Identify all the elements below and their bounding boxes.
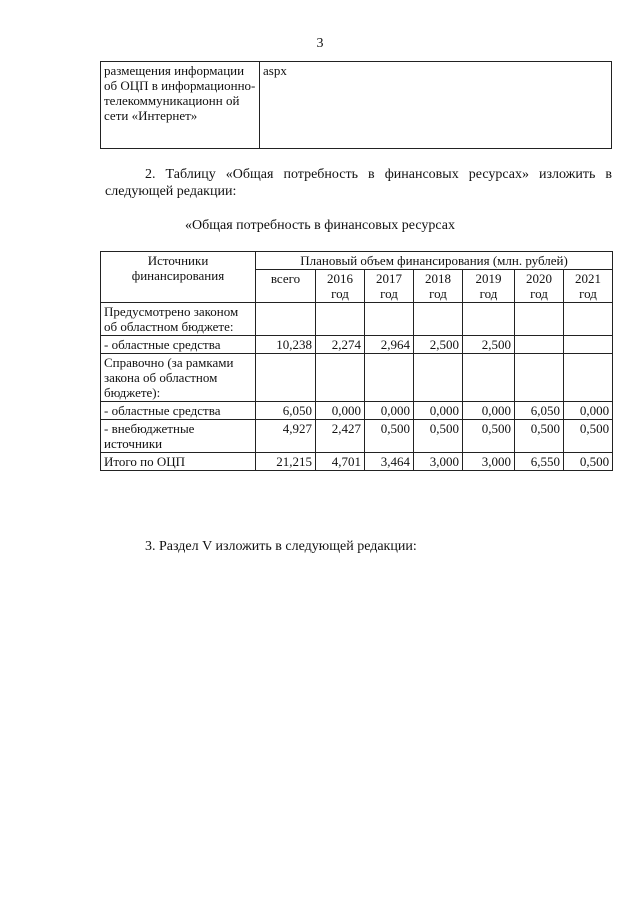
header-year: 2017 год (365, 270, 414, 303)
table-cell: 4,701 (316, 453, 365, 471)
table-cell (256, 303, 316, 336)
table-cell (414, 303, 463, 336)
table-row (101, 303, 613, 336)
table-cell (515, 336, 564, 354)
table-cell (414, 354, 463, 402)
table-cell: 0,500 (414, 420, 463, 453)
table-cell (564, 336, 613, 354)
row-label: Предусмотрено законом об областном бюджете: (101, 303, 256, 336)
table-cell (515, 354, 564, 402)
row-label: - областные средства (101, 336, 256, 354)
table-cell: 0,000 (564, 402, 613, 420)
header-plan: Плановый объем финансирования (млн. рублей) (256, 252, 613, 270)
header-year: 2020 год (515, 270, 564, 303)
header-year: 2016 год (316, 270, 365, 303)
table-cell: 0,500 (365, 420, 414, 453)
header-year: 2018 год (414, 270, 463, 303)
row-label: - областные средства (101, 402, 256, 420)
table-cell: 2,964 (365, 336, 414, 354)
table-cell (515, 303, 564, 336)
table-cell: 0,500 (564, 420, 613, 453)
table-cell (564, 354, 613, 402)
table-cell: 2,500 (463, 336, 515, 354)
table-cell: 0,500 (564, 453, 613, 471)
table-row (101, 354, 613, 402)
header-sources: Источники финансирования (101, 252, 256, 303)
header-total: всего (256, 270, 316, 303)
header-year: 2019 год (463, 270, 515, 303)
top-table-left-cell: размещения информации об ОЦП в информационно-телекоммуникационн ой сети «Интернет» (101, 62, 260, 149)
table-title: «Общая потребность в финансовых ресурсах (185, 218, 455, 233)
row-label: Итого по ОЦП (101, 453, 256, 471)
table-cell (365, 354, 414, 402)
table-cell: 2,274 (316, 336, 365, 354)
paragraph-2: 2. Таблицу «Общая потребность в финансовых ресурсах» изложить в следующей редакции: (105, 167, 612, 199)
table-cell: 0,500 (463, 420, 515, 453)
page-number: 3 (316, 36, 324, 51)
table-row (101, 420, 613, 453)
table-cell (463, 354, 515, 402)
table-header-row (101, 252, 613, 270)
table-cell: 3,000 (414, 453, 463, 471)
table-cell: 21,215 (256, 453, 316, 471)
table-row (101, 453, 613, 471)
table-cell: 0,500 (515, 420, 564, 453)
table-cell: 2,427 (316, 420, 365, 453)
table-cell: 6,550 (515, 453, 564, 471)
table-cell (316, 354, 365, 402)
table-cell (365, 303, 414, 336)
paragraph-3: 3. Раздел V изложить в следующей редакции: (145, 539, 417, 554)
table-cell: 0,000 (316, 402, 365, 420)
table-cell: 3,000 (463, 453, 515, 471)
top-table-right-cell: aspx (260, 62, 612, 149)
table-cell: 3,464 (365, 453, 414, 471)
table-body (101, 303, 613, 471)
row-label: - внебюджетные источники (101, 420, 256, 453)
table-row (101, 402, 613, 420)
table-cell: 0,000 (365, 402, 414, 420)
financial-resources-table (100, 251, 613, 471)
row-label: Справочно (за рамками закона об областном бюджете): (101, 354, 256, 402)
table-cell: 2,500 (414, 336, 463, 354)
table-cell (316, 303, 365, 336)
table-row (101, 336, 613, 354)
table-cell: 0,000 (414, 402, 463, 420)
table-cell: 0,000 (463, 402, 515, 420)
header-year: 2021 год (564, 270, 613, 303)
table-cell (564, 303, 613, 336)
table-cell: 6,050 (515, 402, 564, 420)
top-table (100, 61, 612, 149)
table-cell (463, 303, 515, 336)
table-row (101, 62, 612, 149)
table-cell (256, 354, 316, 402)
table-cell: 6,050 (256, 402, 316, 420)
table-cell: 4,927 (256, 420, 316, 453)
table-cell: 10,238 (256, 336, 316, 354)
